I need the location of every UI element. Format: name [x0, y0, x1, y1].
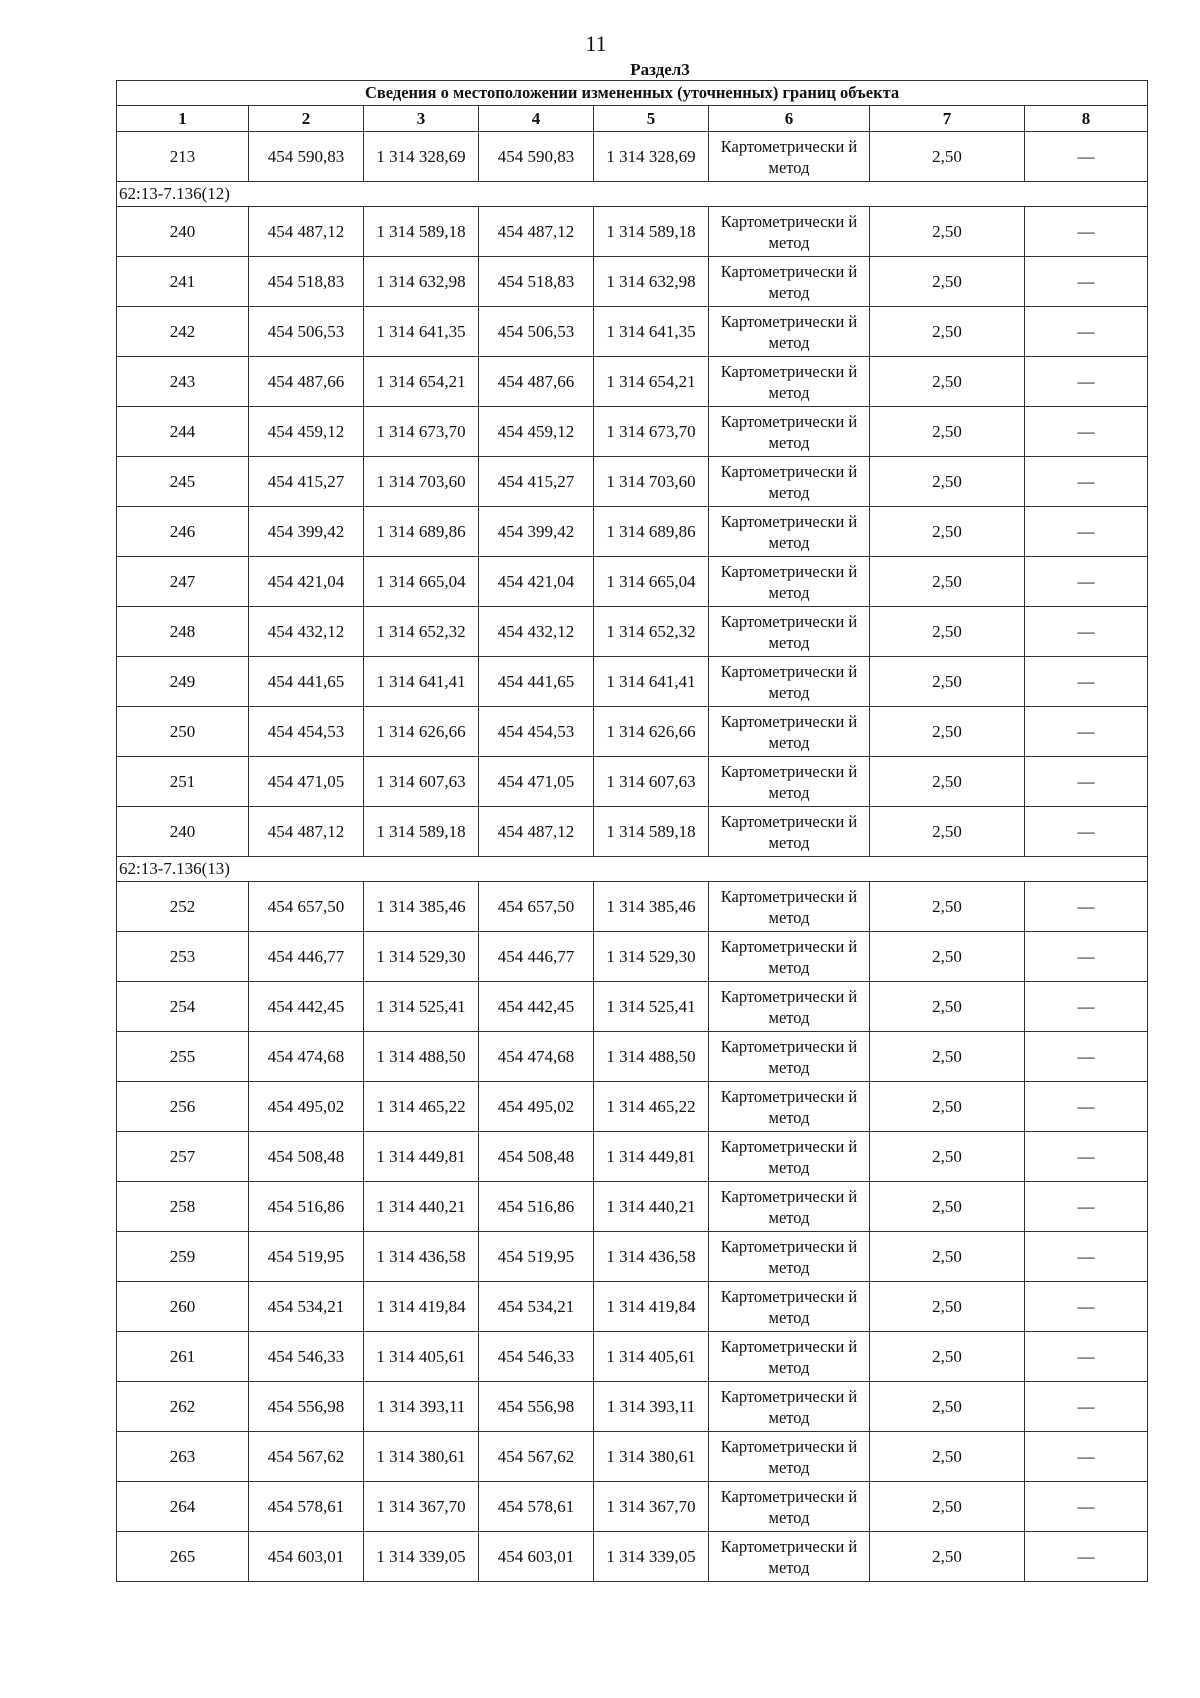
y-new-cell: 1 314 380,61: [594, 1432, 709, 1482]
x-new-cell: 454 441,65: [479, 657, 594, 707]
y-old-cell: 1 314 488,50: [364, 1032, 479, 1082]
y-old-cell: 1 314 589,18: [364, 807, 479, 857]
y-new-cell: 1 314 440,21: [594, 1182, 709, 1232]
point-number-cell: 241: [117, 257, 249, 307]
table-row: [117, 407, 1148, 457]
y-new-cell: 1 314 652,32: [594, 607, 709, 657]
table-row: [117, 1282, 1148, 1332]
column-header-row: [117, 106, 1148, 132]
column-header: 5: [594, 106, 709, 132]
y-old-cell: 1 314 673,70: [364, 407, 479, 457]
table-row: [117, 1032, 1148, 1082]
point-number-cell: 259: [117, 1232, 249, 1282]
y-new-cell: 1 314 703,60: [594, 457, 709, 507]
description-cell: —: [1025, 1132, 1148, 1182]
y-new-cell: 1 314 641,41: [594, 657, 709, 707]
method-cell: Картометрически й метод: [709, 307, 870, 357]
y-new-cell: 1 314 641,35: [594, 307, 709, 357]
x-old-cell: 454 495,02: [249, 1082, 364, 1132]
table-row: [117, 757, 1148, 807]
method-cell: Картометрически й метод: [709, 357, 870, 407]
x-old-cell: 454 432,12: [249, 607, 364, 657]
accuracy-cell: 2,50: [870, 932, 1025, 982]
description-cell: —: [1025, 457, 1148, 507]
point-number-cell: 245: [117, 457, 249, 507]
method-cell: Картометрически й метод: [709, 807, 870, 857]
method-cell: Картометрически й метод: [709, 557, 870, 607]
y-old-cell: 1 314 385,46: [364, 882, 479, 932]
description-cell: —: [1025, 707, 1148, 757]
accuracy-cell: 2,50: [870, 1332, 1025, 1382]
x-new-cell: 454 578,61: [479, 1482, 594, 1532]
table-row: [117, 1082, 1148, 1132]
method-cell: Картометрически й метод: [709, 1432, 870, 1482]
y-new-cell: 1 314 385,46: [594, 882, 709, 932]
method-cell: Картометрически й метод: [709, 507, 870, 557]
table-caption-row: [117, 81, 1148, 106]
y-old-cell: 1 314 436,58: [364, 1232, 479, 1282]
description-cell: —: [1025, 557, 1148, 607]
description-cell: —: [1025, 307, 1148, 357]
point-number-cell: 256: [117, 1082, 249, 1132]
table-row: [117, 1232, 1148, 1282]
method-cell: Картометрически й метод: [709, 1082, 870, 1132]
accuracy-cell: 2,50: [870, 1232, 1025, 1282]
x-old-cell: 454 487,12: [249, 807, 364, 857]
y-new-cell: 1 314 436,58: [594, 1232, 709, 1282]
method-cell: Картометрически й метод: [709, 407, 870, 457]
y-new-cell: 1 314 689,86: [594, 507, 709, 557]
group-label: 62:13-7.136(13): [117, 857, 1148, 882]
group-header-row: [117, 182, 1148, 207]
method-cell: Картометрически й метод: [709, 1532, 870, 1582]
accuracy-cell: 2,50: [870, 707, 1025, 757]
point-number-cell: 254: [117, 982, 249, 1032]
description-cell: —: [1025, 607, 1148, 657]
method-cell: Картометрически й метод: [709, 1482, 870, 1532]
description-cell: —: [1025, 1182, 1148, 1232]
table-row: [117, 207, 1148, 257]
x-new-cell: 454 506,53: [479, 307, 594, 357]
description-cell: —: [1025, 207, 1148, 257]
x-old-cell: 454 459,12: [249, 407, 364, 457]
column-header: 2: [249, 106, 364, 132]
description-cell: —: [1025, 1082, 1148, 1132]
table-row: [117, 307, 1148, 357]
y-new-cell: 1 314 673,70: [594, 407, 709, 457]
y-new-cell: 1 314 488,50: [594, 1032, 709, 1082]
description-cell: —: [1025, 1532, 1148, 1582]
accuracy-cell: 2,50: [870, 1532, 1025, 1582]
x-old-cell: 454 546,33: [249, 1332, 364, 1382]
accuracy-cell: 2,50: [870, 307, 1025, 357]
accuracy-cell: 2,50: [870, 1032, 1025, 1082]
y-old-cell: 1 314 641,41: [364, 657, 479, 707]
y-old-cell: 1 314 689,86: [364, 507, 479, 557]
point-number-cell: 240: [117, 807, 249, 857]
description-cell: —: [1025, 1382, 1148, 1432]
point-number-cell: 247: [117, 557, 249, 607]
x-new-cell: 454 518,83: [479, 257, 594, 307]
x-old-cell: 454 471,05: [249, 757, 364, 807]
description-cell: —: [1025, 1432, 1148, 1482]
x-new-cell: 454 519,95: [479, 1232, 594, 1282]
column-header: 3: [364, 106, 479, 132]
y-old-cell: 1 314 449,81: [364, 1132, 479, 1182]
description-cell: —: [1025, 1032, 1148, 1082]
point-number-cell: 263: [117, 1432, 249, 1482]
accuracy-cell: 2,50: [870, 557, 1025, 607]
description-cell: —: [1025, 1282, 1148, 1332]
description-cell: —: [1025, 932, 1148, 982]
x-new-cell: 454 487,12: [479, 207, 594, 257]
method-cell: Картометрически й метод: [709, 982, 870, 1032]
accuracy-cell: 2,50: [870, 882, 1025, 932]
table-row: [117, 357, 1148, 407]
y-old-cell: 1 314 367,70: [364, 1482, 479, 1532]
x-old-cell: 454 415,27: [249, 457, 364, 507]
table-row: [117, 1182, 1148, 1232]
table-row: [117, 1332, 1148, 1382]
page-number: 11: [585, 31, 607, 56]
table-row: [117, 1532, 1148, 1582]
accuracy-cell: 2,50: [870, 457, 1025, 507]
description-cell: —: [1025, 657, 1148, 707]
x-new-cell: 454 399,42: [479, 507, 594, 557]
accuracy-cell: 2,50: [870, 257, 1025, 307]
x-old-cell: 454 442,45: [249, 982, 364, 1032]
y-old-cell: 1 314 641,35: [364, 307, 479, 357]
table-row: [117, 557, 1148, 607]
x-new-cell: 454 432,12: [479, 607, 594, 657]
table-row: [117, 707, 1148, 757]
x-new-cell: 454 534,21: [479, 1282, 594, 1332]
y-new-cell: 1 314 393,11: [594, 1382, 709, 1432]
table-row: [117, 132, 1148, 182]
accuracy-cell: 2,50: [870, 1182, 1025, 1232]
description-cell: —: [1025, 982, 1148, 1032]
x-old-cell: 454 556,98: [249, 1382, 364, 1432]
x-old-cell: 454 421,04: [249, 557, 364, 607]
table-row: [117, 1482, 1148, 1532]
description-cell: —: [1025, 507, 1148, 557]
table-row: [117, 1432, 1148, 1482]
accuracy-cell: 2,50: [870, 807, 1025, 857]
point-number-cell: 258: [117, 1182, 249, 1232]
y-new-cell: 1 314 367,70: [594, 1482, 709, 1532]
table-row: [117, 982, 1148, 1032]
table-row: [117, 882, 1148, 932]
y-new-cell: 1 314 465,22: [594, 1082, 709, 1132]
accuracy-cell: 2,50: [870, 132, 1025, 182]
x-new-cell: 454 487,12: [479, 807, 594, 857]
point-number-cell: 213: [117, 132, 249, 182]
y-old-cell: 1 314 529,30: [364, 932, 479, 982]
accuracy-cell: 2,50: [870, 1482, 1025, 1532]
y-old-cell: 1 314 328,69: [364, 132, 479, 182]
table-row: [117, 807, 1148, 857]
x-new-cell: 454 471,05: [479, 757, 594, 807]
group-header-row: [117, 857, 1148, 882]
group-label: 62:13-7.136(12): [117, 182, 1148, 207]
x-old-cell: 454 534,21: [249, 1282, 364, 1332]
point-number-cell: 244: [117, 407, 249, 457]
table-row: [117, 257, 1148, 307]
accuracy-cell: 2,50: [870, 357, 1025, 407]
description-cell: —: [1025, 357, 1148, 407]
x-old-cell: 454 516,86: [249, 1182, 364, 1232]
method-cell: Картометрически й метод: [709, 882, 870, 932]
point-number-cell: 248: [117, 607, 249, 657]
column-header: 1: [117, 106, 249, 132]
accuracy-cell: 2,50: [870, 607, 1025, 657]
x-new-cell: 454 590,83: [479, 132, 594, 182]
y-new-cell: 1 314 339,05: [594, 1532, 709, 1582]
x-old-cell: 454 578,61: [249, 1482, 364, 1532]
y-old-cell: 1 314 632,98: [364, 257, 479, 307]
method-cell: Картометрически й метод: [709, 1132, 870, 1182]
method-cell: Картометрически й метод: [709, 1232, 870, 1282]
point-number-cell: 262: [117, 1382, 249, 1432]
section-title: Раздел3: [630, 60, 690, 79]
table-row: [117, 657, 1148, 707]
point-number-cell: 252: [117, 882, 249, 932]
accuracy-cell: 2,50: [870, 1132, 1025, 1182]
y-old-cell: 1 314 652,32: [364, 607, 479, 657]
x-old-cell: 454 454,53: [249, 707, 364, 757]
x-new-cell: 454 459,12: [479, 407, 594, 457]
y-old-cell: 1 314 440,21: [364, 1182, 479, 1232]
x-old-cell: 454 518,83: [249, 257, 364, 307]
x-new-cell: 454 516,86: [479, 1182, 594, 1232]
x-old-cell: 454 446,77: [249, 932, 364, 982]
y-old-cell: 1 314 626,66: [364, 707, 479, 757]
accuracy-cell: 2,50: [870, 407, 1025, 457]
x-old-cell: 454 399,42: [249, 507, 364, 557]
accuracy-cell: 2,50: [870, 507, 1025, 557]
x-new-cell: 454 603,01: [479, 1532, 594, 1582]
method-cell: Картометрически й метод: [709, 207, 870, 257]
description-cell: —: [1025, 1482, 1148, 1532]
method-cell: Картометрически й метод: [709, 1332, 870, 1382]
description-cell: —: [1025, 882, 1148, 932]
y-new-cell: 1 314 529,30: [594, 932, 709, 982]
accuracy-cell: 2,50: [870, 207, 1025, 257]
y-old-cell: 1 314 665,04: [364, 557, 479, 607]
method-cell: Картометрически й метод: [709, 607, 870, 657]
y-new-cell: 1 314 589,18: [594, 207, 709, 257]
x-new-cell: 454 446,77: [479, 932, 594, 982]
description-cell: —: [1025, 1332, 1148, 1382]
column-header: 6: [709, 106, 870, 132]
y-new-cell: 1 314 405,61: [594, 1332, 709, 1382]
accuracy-cell: 2,50: [870, 1282, 1025, 1332]
x-new-cell: 454 415,27: [479, 457, 594, 507]
accuracy-cell: 2,50: [870, 1382, 1025, 1432]
y-new-cell: 1 314 626,66: [594, 707, 709, 757]
point-number-cell: 257: [117, 1132, 249, 1182]
description-cell: —: [1025, 407, 1148, 457]
x-old-cell: 454 590,83: [249, 132, 364, 182]
point-number-cell: 249: [117, 657, 249, 707]
method-cell: Картометрически й метод: [709, 657, 870, 707]
description-cell: —: [1025, 257, 1148, 307]
y-old-cell: 1 314 393,11: [364, 1382, 479, 1432]
accuracy-cell: 2,50: [870, 982, 1025, 1032]
table-row: [117, 1382, 1148, 1432]
method-cell: Картометрически й метод: [709, 1282, 870, 1332]
method-cell: Картометрически й метод: [709, 1382, 870, 1432]
description-cell: —: [1025, 132, 1148, 182]
point-number-cell: 265: [117, 1532, 249, 1582]
x-new-cell: 454 508,48: [479, 1132, 594, 1182]
table-row: [117, 457, 1148, 507]
y-new-cell: 1 314 525,41: [594, 982, 709, 1032]
point-number-cell: 261: [117, 1332, 249, 1382]
method-cell: Картометрически й метод: [709, 1182, 870, 1232]
x-old-cell: 454 474,68: [249, 1032, 364, 1082]
y-new-cell: 1 314 589,18: [594, 807, 709, 857]
y-old-cell: 1 314 703,60: [364, 457, 479, 507]
x-new-cell: 454 474,68: [479, 1032, 594, 1082]
column-header: 4: [479, 106, 594, 132]
y-new-cell: 1 314 665,04: [594, 557, 709, 607]
y-new-cell: 1 314 449,81: [594, 1132, 709, 1182]
point-number-cell: 246: [117, 507, 249, 557]
y-old-cell: 1 314 589,18: [364, 207, 479, 257]
table-row: [117, 1132, 1148, 1182]
method-cell: Картометрически й метод: [709, 257, 870, 307]
x-new-cell: 454 442,45: [479, 982, 594, 1032]
point-number-cell: 240: [117, 207, 249, 257]
x-new-cell: 454 657,50: [479, 882, 594, 932]
accuracy-cell: 2,50: [870, 1432, 1025, 1482]
x-new-cell: 454 487,66: [479, 357, 594, 407]
point-number-cell: 243: [117, 357, 249, 407]
x-new-cell: 454 495,02: [479, 1082, 594, 1132]
y-old-cell: 1 314 654,21: [364, 357, 479, 407]
column-header: 7: [870, 106, 1025, 132]
point-number-cell: 264: [117, 1482, 249, 1532]
x-old-cell: 454 487,66: [249, 357, 364, 407]
table-row: [117, 932, 1148, 982]
y-old-cell: 1 314 525,41: [364, 982, 479, 1032]
description-cell: —: [1025, 1232, 1148, 1282]
x-new-cell: 454 567,62: [479, 1432, 594, 1482]
column-header: 8: [1025, 106, 1148, 132]
accuracy-cell: 2,50: [870, 757, 1025, 807]
x-new-cell: 454 454,53: [479, 707, 594, 757]
method-cell: Картометрически й метод: [709, 1032, 870, 1082]
y-new-cell: 1 314 632,98: [594, 257, 709, 307]
x-old-cell: 454 487,12: [249, 207, 364, 257]
x-old-cell: 454 567,62: [249, 1432, 364, 1482]
point-number-cell: 260: [117, 1282, 249, 1332]
y-old-cell: 1 314 339,05: [364, 1532, 479, 1582]
y-new-cell: 1 314 654,21: [594, 357, 709, 407]
method-cell: Картометрически й метод: [709, 757, 870, 807]
x-old-cell: 454 508,48: [249, 1132, 364, 1182]
y-old-cell: 1 314 465,22: [364, 1082, 479, 1132]
y-new-cell: 1 314 607,63: [594, 757, 709, 807]
x-old-cell: 454 603,01: [249, 1532, 364, 1582]
description-cell: —: [1025, 757, 1148, 807]
y-old-cell: 1 314 419,84: [364, 1282, 479, 1332]
x-new-cell: 454 421,04: [479, 557, 594, 607]
method-cell: Картометрически й метод: [709, 457, 870, 507]
coordinates-table: [116, 80, 1148, 1582]
accuracy-cell: 2,50: [870, 657, 1025, 707]
point-number-cell: 253: [117, 932, 249, 982]
table-row: [117, 507, 1148, 557]
x-old-cell: 454 506,53: [249, 307, 364, 357]
point-number-cell: 242: [117, 307, 249, 357]
table-row: [117, 607, 1148, 657]
table-body: [117, 81, 1148, 1582]
y-old-cell: 1 314 607,63: [364, 757, 479, 807]
accuracy-cell: 2,50: [870, 1082, 1025, 1132]
y-new-cell: 1 314 328,69: [594, 132, 709, 182]
point-number-cell: 251: [117, 757, 249, 807]
y-old-cell: 1 314 380,61: [364, 1432, 479, 1482]
x-new-cell: 454 556,98: [479, 1382, 594, 1432]
point-number-cell: 250: [117, 707, 249, 757]
y-new-cell: 1 314 419,84: [594, 1282, 709, 1332]
x-old-cell: 454 519,95: [249, 1232, 364, 1282]
table-caption: Сведения о местоположении измененных (уточненных) границ объекта: [117, 81, 1148, 106]
x-old-cell: 454 441,65: [249, 657, 364, 707]
method-cell: Картометрически й метод: [709, 932, 870, 982]
y-old-cell: 1 314 405,61: [364, 1332, 479, 1382]
method-cell: Картометрически й метод: [709, 132, 870, 182]
x-new-cell: 454 546,33: [479, 1332, 594, 1382]
description-cell: —: [1025, 807, 1148, 857]
point-number-cell: 255: [117, 1032, 249, 1082]
method-cell: Картометрически й метод: [709, 707, 870, 757]
x-old-cell: 454 657,50: [249, 882, 364, 932]
